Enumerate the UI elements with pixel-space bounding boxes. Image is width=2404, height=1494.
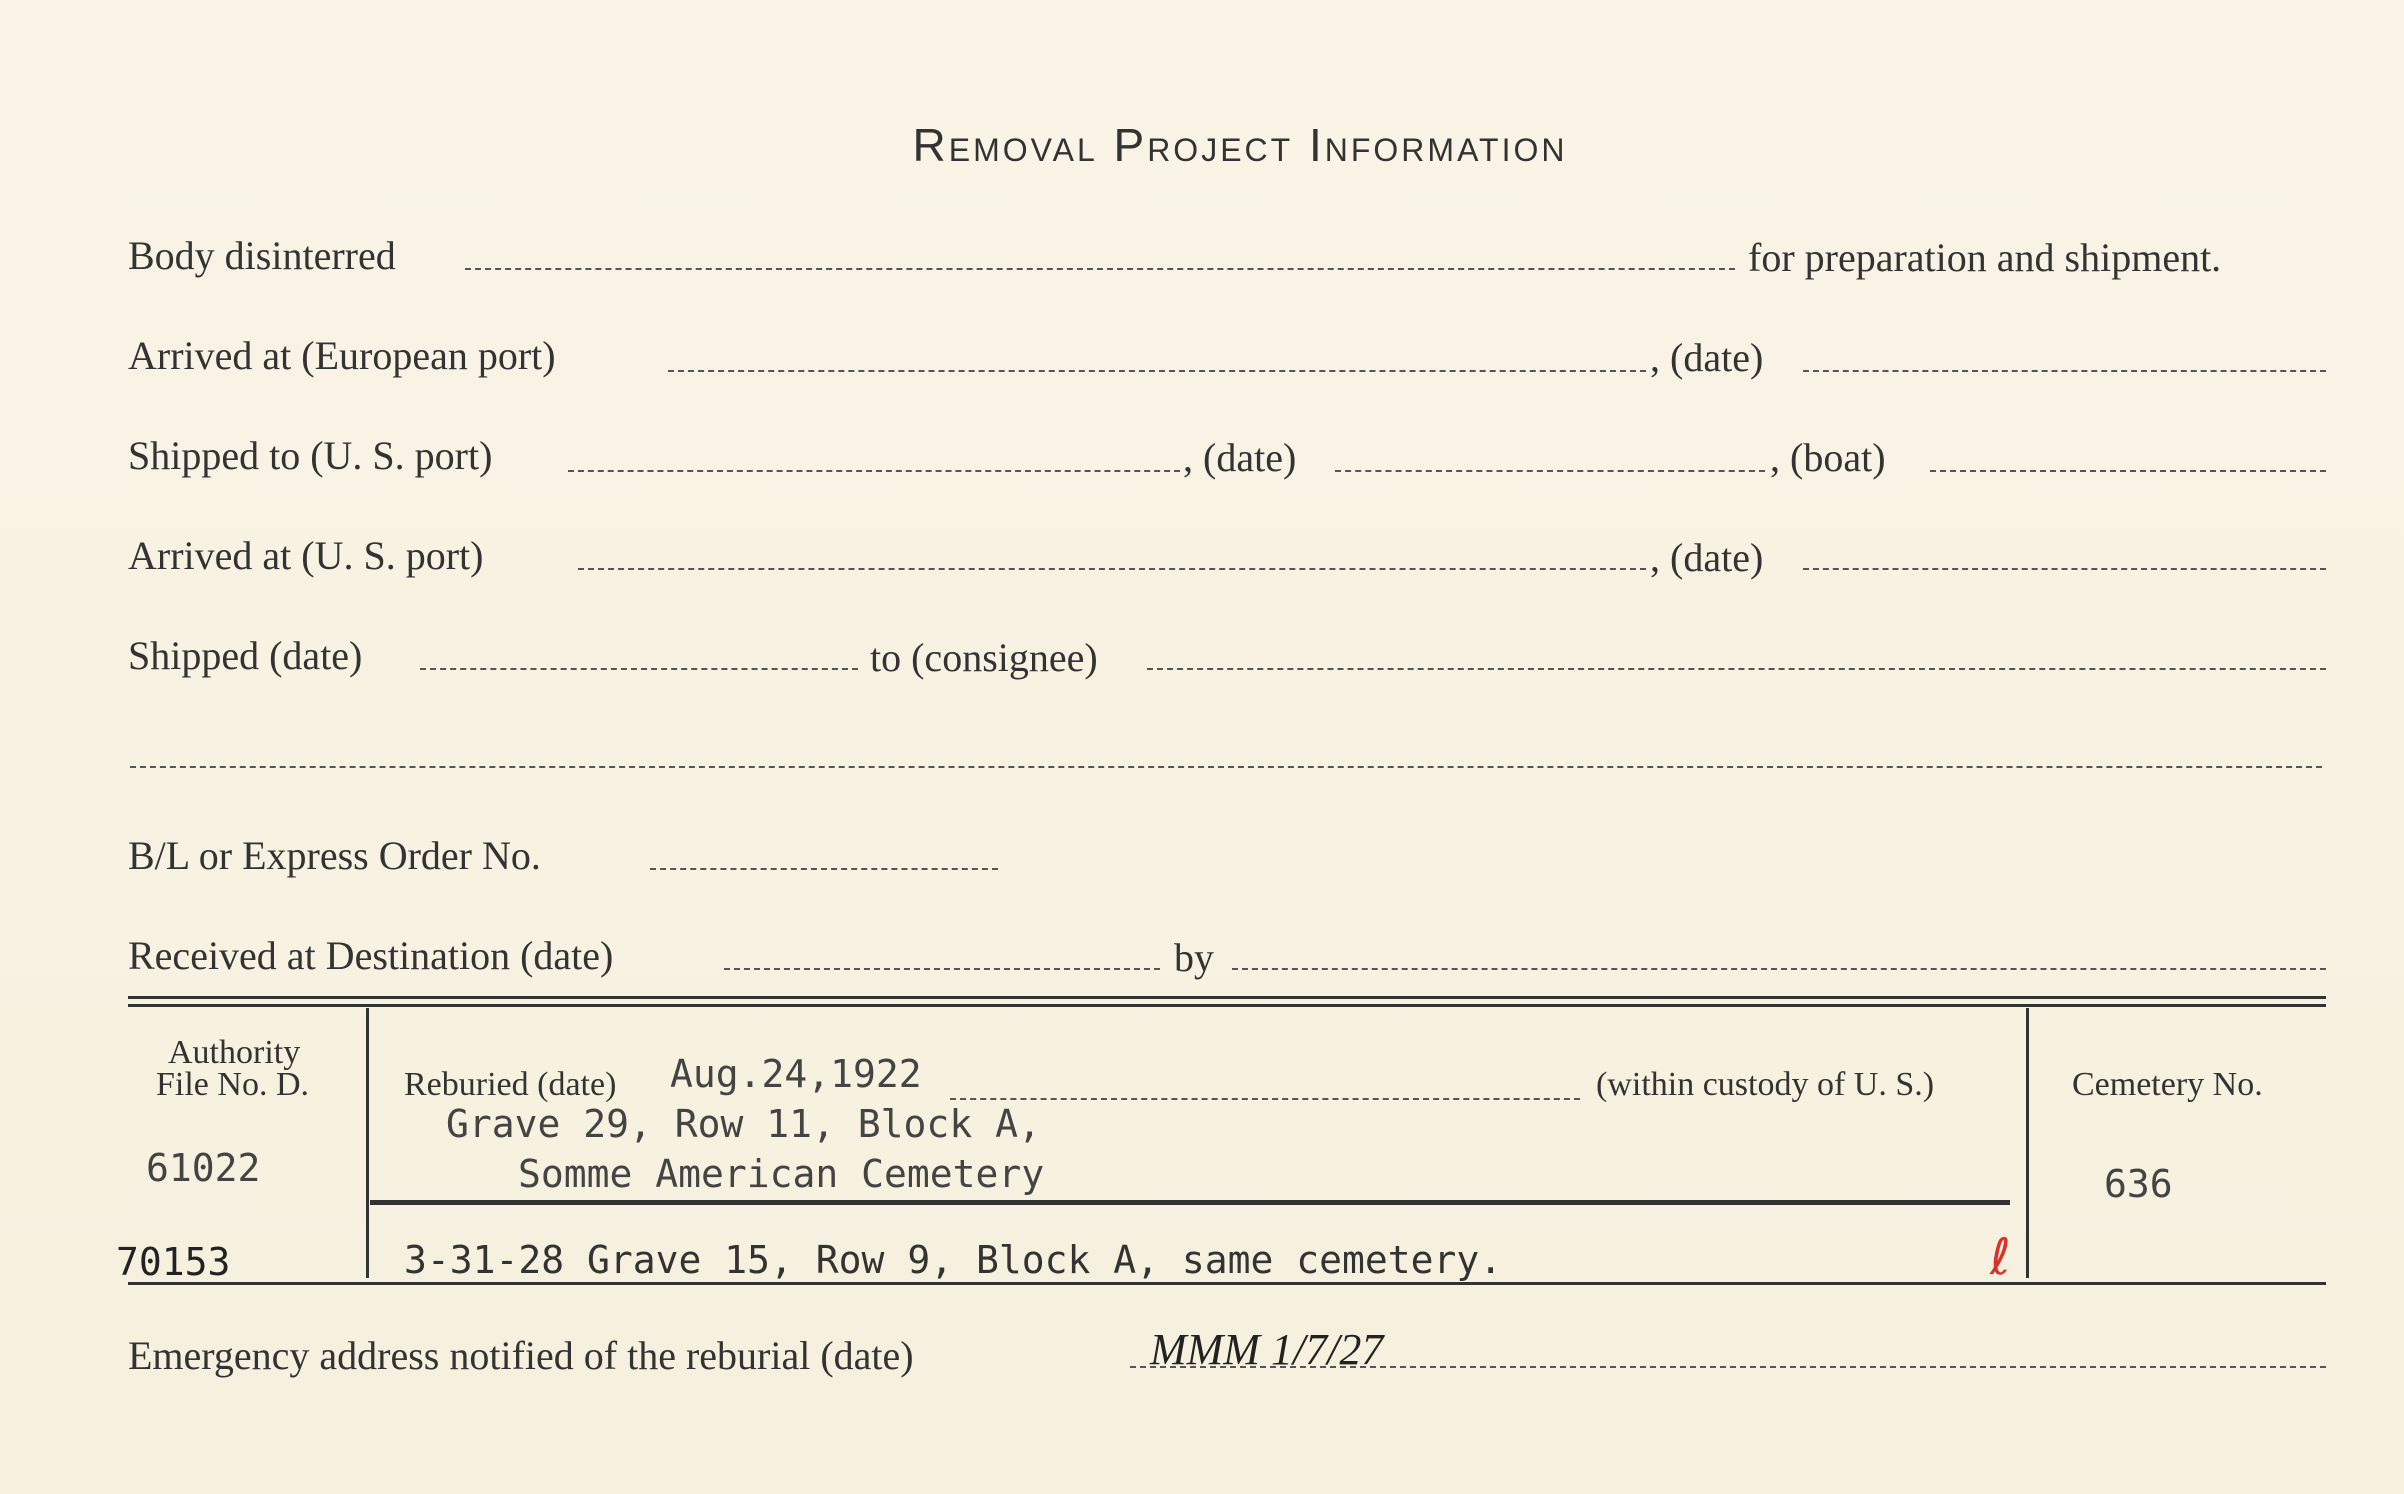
- arrived-european-field: [668, 370, 1646, 372]
- received-by-field: [1232, 968, 2326, 970]
- reburied-underline: [370, 1200, 2010, 1205]
- red-check-mark: ℓ: [1990, 1228, 2011, 1286]
- reburied-label: Reburied (date): [404, 1066, 617, 1103]
- consignee-field: [1147, 668, 2326, 670]
- received-destination-label: Received at Destination (date): [128, 933, 614, 978]
- shipped-date-label: Shipped (date): [128, 633, 363, 678]
- date3-label: , (date): [1650, 535, 1764, 580]
- emergency-address-label: Emergency address notified of the reburial (date): [128, 1333, 914, 1378]
- table-divider-right: [2026, 1008, 2029, 1278]
- authority-label-1: Authority: [168, 1034, 301, 1071]
- bl-order-field: [650, 868, 998, 870]
- boat-field: [1930, 470, 2326, 472]
- emergency-address-field: [1130, 1366, 2326, 1368]
- table-top-border: [128, 996, 2326, 999]
- arrived-european-label: Arrived at (European port): [128, 333, 556, 378]
- arrived-us-field: [578, 568, 1646, 570]
- reburied-field: [950, 1098, 1580, 1100]
- within-custody-label: (within custody of U. S.): [1596, 1066, 1935, 1103]
- consignee-continuation-field: [130, 766, 2322, 768]
- page-title: Removal Project Information: [912, 119, 1568, 171]
- emergency-address-date: MMM 1/7/27: [1150, 1325, 1384, 1374]
- reburied-date: Aug.24,1922: [670, 1052, 922, 1096]
- to-consignee-label: to (consignee): [870, 635, 1098, 680]
- shipped-to-us-field: [568, 470, 1180, 472]
- arrived-us-label: Arrived at (U. S. port): [128, 533, 484, 578]
- by-label: by: [1174, 935, 1214, 980]
- for-preparation-label: for preparation and shipment.: [1748, 235, 2222, 280]
- date2-field: [1335, 470, 1765, 472]
- grave-line-1: Grave 29, Row 11, Block A,: [446, 1102, 1041, 1146]
- cemetery-no-value: 636: [2104, 1162, 2173, 1206]
- table-divider-left: [366, 1008, 369, 1278]
- second-reburial-entry: 3-31-28 Grave 15, Row 9, Block A, same cemetery.: [404, 1238, 1503, 1282]
- authority-file-no-2: 70153: [116, 1240, 231, 1284]
- boat-label: , (boat): [1770, 435, 1886, 480]
- received-destination-field: [724, 968, 1160, 970]
- authority-file-no-1: 61022: [146, 1146, 261, 1190]
- shipped-date-field: [420, 668, 858, 670]
- body-disinterred-label: Body disinterred: [128, 233, 396, 278]
- table-top-border-inner: [128, 1004, 2326, 1007]
- shipped-to-us-label: Shipped to (U. S. port): [128, 433, 493, 478]
- date2-label: , (date): [1183, 435, 1297, 480]
- date1-label: , (date): [1650, 335, 1764, 380]
- date1-field: [1803, 370, 2326, 372]
- date3-field: [1803, 568, 2326, 570]
- body-disinterred-field: [465, 268, 1735, 270]
- bl-order-label: B/L or Express Order No.: [128, 833, 541, 878]
- cemetery-no-label: Cemetery No.: [2072, 1066, 2263, 1103]
- grave-line-2: Somme American Cemetery: [518, 1152, 1045, 1196]
- authority-label-2: File No. D.: [156, 1066, 309, 1103]
